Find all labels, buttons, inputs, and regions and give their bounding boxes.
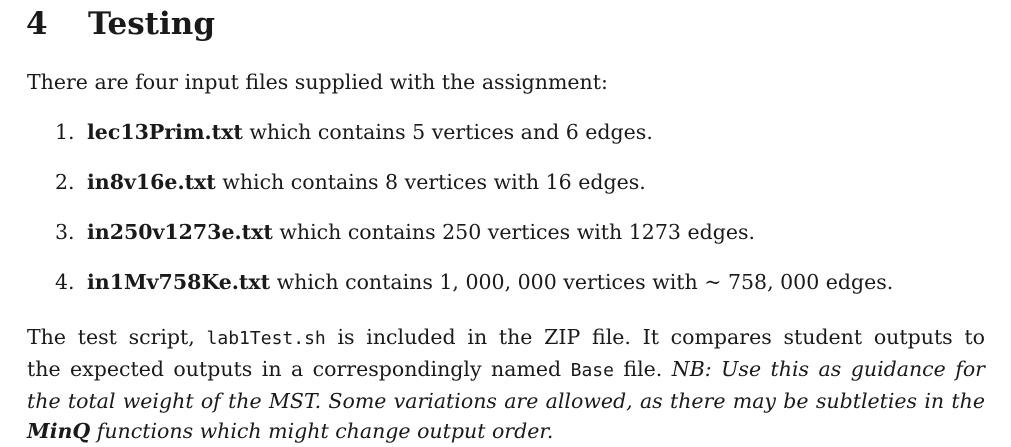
paragraph-line: [27, 322, 985, 354]
list-item: [55, 218, 755, 246]
nb-note: the total weight of the MST. Some variations are allowed, as there may be subtleties in the: [27, 389, 985, 413]
paragraph-text: is included in the ZIP file. It compares student outputs to: [325, 325, 986, 349]
intro-text: There are four input files supplied with the assignment:: [27, 70, 608, 94]
item-number: 3.: [55, 220, 75, 244]
file-name: in250v1273e.txt: [87, 220, 273, 244]
paragraph-text: file.: [613, 357, 672, 381]
file-name: lec13Prim.txt: [87, 120, 243, 144]
item-number: 2.: [55, 170, 75, 194]
script-name: lab1Test.sh: [206, 328, 326, 349]
file-description: which contains 1, 000, 000 vertices with ~ 758, 000 edges.: [270, 270, 894, 294]
item-number: 4.: [55, 270, 75, 294]
paragraph-line: [27, 416, 985, 446]
file-name: in1Mv758Ke.txt: [87, 270, 271, 294]
file-description: which contains 5 vertices and 6 edges.: [242, 120, 653, 144]
file-description: which contains 8 vertices with 16 edges.: [215, 170, 646, 194]
section-title: Testing: [88, 6, 215, 42]
file-name: in8v16e.txt: [87, 170, 216, 194]
list-item: [55, 168, 646, 196]
minq-term: MinQ: [27, 419, 91, 443]
file-description: which contains 250 vertices with 1273 edges.: [272, 220, 755, 244]
paragraph-text: The test script,: [27, 325, 207, 349]
testing-paragraph: [27, 322, 985, 446]
item-number: 1.: [55, 120, 75, 144]
paragraph-text: the expected outputs in a correspondingly named: [27, 357, 571, 381]
list-item: [55, 268, 893, 296]
base-file-name: Base: [570, 360, 614, 381]
paragraph-line: [27, 386, 985, 416]
section-heading: [26, 6, 215, 42]
nb-note: functions which might change output order.: [90, 419, 554, 443]
paragraph-line: [27, 354, 985, 386]
section-number: 4: [26, 6, 48, 42]
nb-note: NB: Use this as guidance for: [671, 357, 985, 381]
list-item: [55, 118, 653, 146]
